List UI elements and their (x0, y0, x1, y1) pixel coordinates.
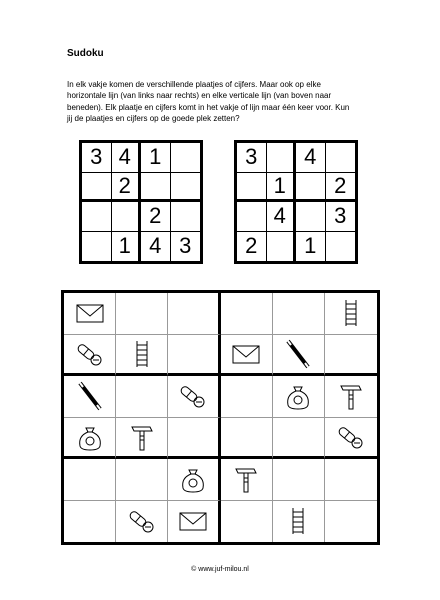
picture-cell[interactable] (168, 376, 220, 418)
ladder-icon (280, 506, 316, 536)
sudoku-cell[interactable]: 3 (326, 202, 356, 232)
picture-cell[interactable] (325, 335, 377, 377)
sudoku-cell[interactable]: 3 (179, 233, 192, 259)
ladder-icon (124, 339, 160, 369)
sudoku-cell[interactable] (82, 202, 112, 232)
ladder-icon (333, 298, 369, 328)
picture-cell[interactable] (168, 418, 220, 460)
picture-cell[interactable] (116, 335, 168, 377)
picture-cell[interactable] (325, 376, 377, 418)
sudoku-cell[interactable]: 3 (82, 143, 112, 173)
picture-cell[interactable] (273, 501, 325, 543)
envelope-icon (175, 506, 211, 536)
hammer-icon (124, 422, 160, 452)
sudoku-cell[interactable]: 4 (112, 143, 142, 173)
pills-icon (333, 422, 369, 452)
sudoku-cell[interactable]: 4 (141, 232, 171, 262)
picture-cell[interactable] (273, 293, 325, 335)
sudoku-cell[interactable] (296, 202, 326, 232)
sudoku-cell[interactable] (296, 173, 326, 203)
sudoku-cell[interactable] (171, 202, 201, 232)
sudoku-cell[interactable]: 2 (112, 173, 142, 203)
money-bag-icon (72, 422, 108, 452)
magic-wand-icon (280, 339, 316, 369)
picture-cell[interactable] (64, 501, 116, 543)
picture-sudoku (61, 290, 380, 545)
sudoku-cell[interactable] (326, 232, 356, 262)
sudoku-cell[interactable]: 1 (296, 232, 326, 262)
picture-cell[interactable] (116, 293, 168, 335)
picture-cell[interactable] (221, 293, 273, 335)
sudoku-cell[interactable]: 3 (237, 143, 267, 173)
sudoku-cell[interactable]: 1 (112, 232, 142, 262)
money-bag-icon (175, 464, 211, 494)
sudoku-cell[interactable] (141, 173, 171, 203)
sudoku-cell[interactable]: 2 (326, 173, 356, 203)
picture-cell[interactable] (221, 335, 273, 377)
picture-cell[interactable] (221, 501, 273, 543)
picture-cell[interactable] (116, 376, 168, 418)
sudoku-cell[interactable]: 1 (267, 173, 297, 203)
picture-cell[interactable] (325, 418, 377, 460)
sudoku-cell[interactable] (237, 173, 267, 203)
picture-cell[interactable] (64, 376, 116, 418)
sudoku-cell[interactable]: 2 (237, 232, 267, 262)
page-title: Sudoku (67, 48, 104, 59)
sudoku-cell[interactable] (326, 143, 356, 173)
picture-cell[interactable] (168, 293, 220, 335)
money-bag-icon (280, 381, 316, 411)
instruction-line: horizontale lijn (van links naar rechts) en elke verticale lijn (van boven naar (67, 91, 332, 101)
picture-cell[interactable] (116, 418, 168, 460)
picture-cell[interactable] (64, 459, 116, 501)
sudoku-cell[interactable]: 4 (267, 202, 297, 232)
copyright-footer: © www.juf-milou.nl (191, 566, 249, 573)
picture-cell[interactable] (64, 418, 116, 460)
instructions (67, 79, 387, 124)
sudoku-cell[interactable] (171, 173, 201, 203)
picture-cell[interactable] (221, 459, 273, 501)
sudoku-cell[interactable] (112, 202, 142, 232)
sudoku-cell[interactable] (82, 232, 112, 262)
picture-cell[interactable] (168, 459, 220, 501)
picture-cell[interactable] (168, 335, 220, 377)
picture-cell[interactable] (64, 335, 116, 377)
picture-cell[interactable] (168, 501, 220, 543)
pills-icon (72, 339, 108, 369)
picture-cell[interactable] (325, 501, 377, 543)
picture-cell[interactable] (116, 459, 168, 501)
picture-cell[interactable] (273, 418, 325, 460)
instruction-line: beneden). Elk plaatje en cijfers komt in het vakje of lijn maar één keer voor. Kun (67, 102, 350, 112)
envelope-icon (228, 339, 264, 369)
number-sudoku-right (234, 140, 358, 264)
picture-cell[interactable] (273, 459, 325, 501)
picture-cell[interactable] (116, 501, 168, 543)
sudoku-cell[interactable]: 2 (141, 202, 171, 232)
envelope-icon (72, 298, 108, 328)
sudoku-cell[interactable] (237, 202, 267, 232)
sudoku-cell[interactable] (82, 173, 112, 203)
magic-wand-icon (72, 381, 108, 411)
sudoku-cell[interactable] (267, 143, 297, 173)
hammer-icon (228, 464, 264, 494)
sudoku-cell[interactable]: 4 (296, 143, 326, 173)
picture-cell[interactable] (325, 293, 377, 335)
pills-icon (124, 506, 160, 536)
picture-cell[interactable] (325, 459, 377, 501)
picture-cell[interactable] (273, 335, 325, 377)
hammer-icon (333, 381, 369, 411)
instruction-line: jij de plaatjes en cijfers op de goede plek zetten? (67, 113, 240, 123)
pills-icon (175, 381, 211, 411)
picture-cell[interactable] (221, 376, 273, 418)
picture-cell[interactable] (273, 376, 325, 418)
sudoku-cell[interactable] (171, 143, 201, 173)
sudoku-cell[interactable] (267, 232, 297, 262)
sudoku-cell[interactable]: 1 (141, 143, 171, 173)
picture-cell[interactable] (64, 293, 116, 335)
instruction-line: In elk vakje komen de verschillende plaatjes of cijfers. Maar ook op elke (67, 80, 321, 89)
picture-cell[interactable] (221, 418, 273, 460)
number-sudoku-left (79, 140, 203, 264)
